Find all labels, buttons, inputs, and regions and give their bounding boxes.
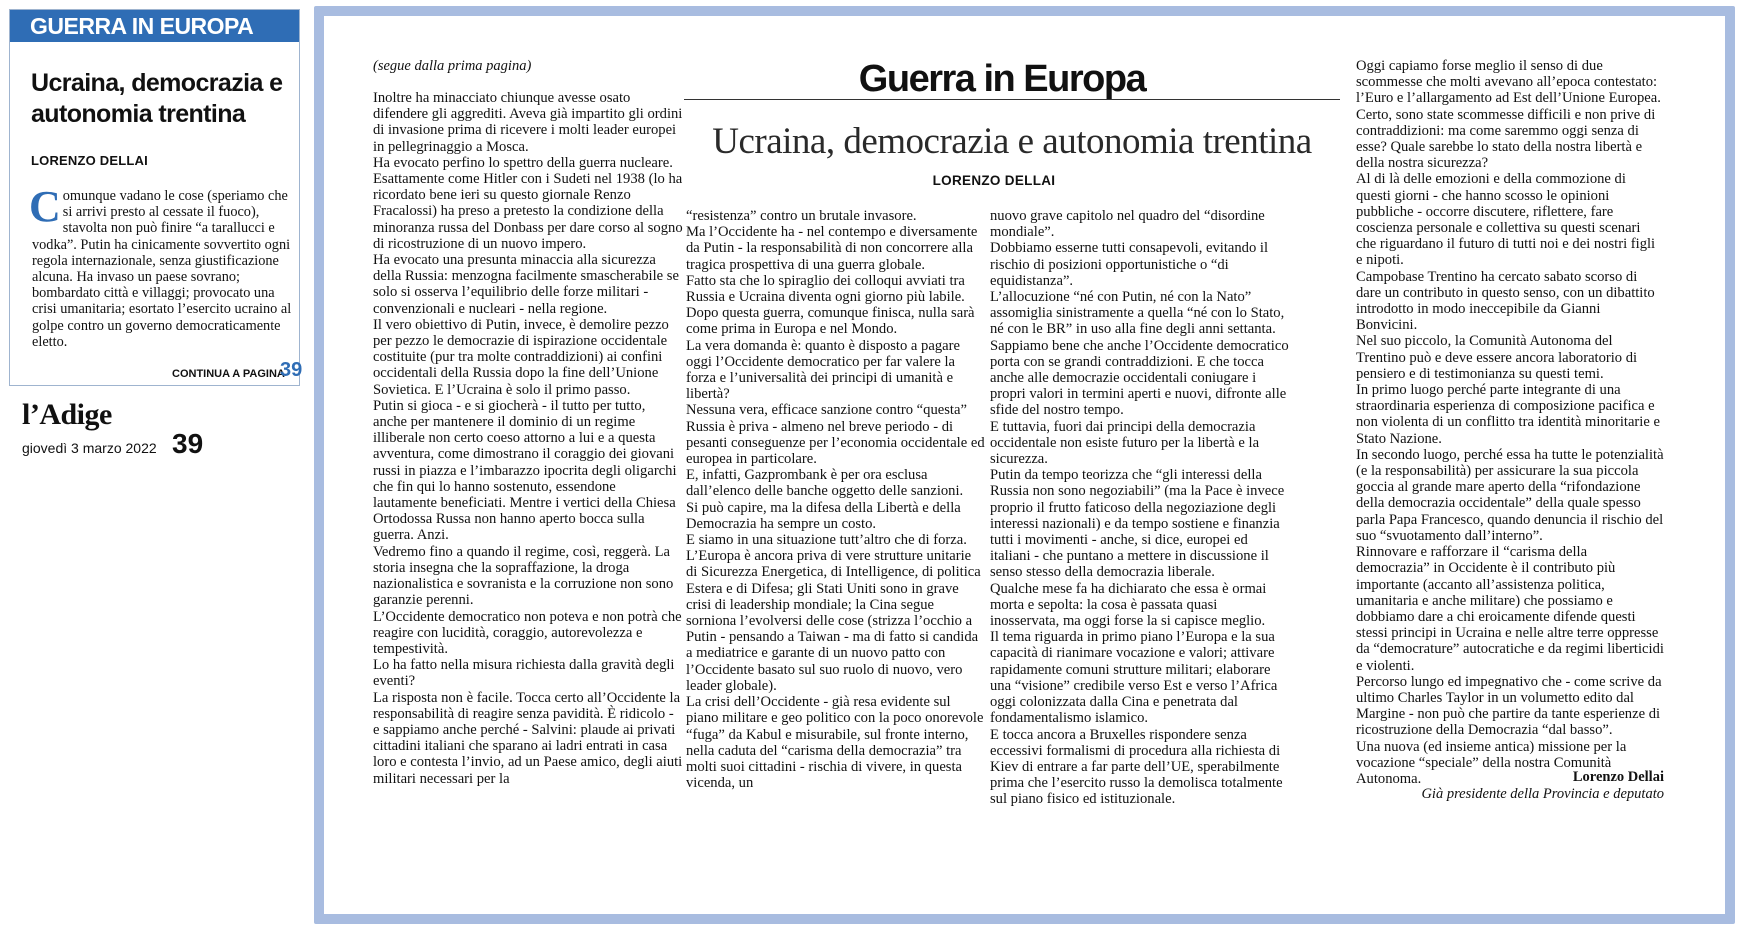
teaser-author: LORENZO DELLAI	[31, 153, 148, 168]
newspaper-masthead	[22, 398, 282, 462]
article-headline: Ucraina, democrazia e autonomia trentina	[712, 121, 1312, 162]
article-byline: LORENZO DELLAI	[932, 173, 1056, 188]
continue-label[interactable]: CONTINUA A PAGINA	[172, 368, 285, 380]
signature-name: Lorenzo Dellai	[1572, 769, 1664, 785]
article-column-1	[373, 90, 683, 787]
signature-role: Già presidente della Provincia e deputato	[1421, 786, 1664, 802]
column-3-text: nuovo grave capitolo nel quadro del “disordine mondiale”. Dobbiamo esserne tutti consapevoli, evitando il rischio di posizioni opportunistiche o “di equidistanza”. L’allocuzione “né con Putin, né con la Nato” assomiglia sinistramente a quella “né con lo Stato, né con le BR” in uso alla fine degli anni settanta. Sappiamo bene che anche l’Occidente democratico porta con se grandi contraddizioni. E che tocca anche alle democrazie occidentali coniugare i propri valori in termini aperti e nuovi, difronte alle sfide del nostro tempo. E tuttavia, fuori dai principi della democrazia occidentale non esiste futuro per la libertà e la sicurezza. Putin da tempo teorizza che “gli interessi della Russia non sono negoziabili” (ma la Pace è invece proprio il frutto faticoso della negoziazione degli interessi nazionali) e da tempo sostiene e finanzia tutti i movimenti - anche, si dice, europei ed italiani - che puntano a mettere in discussione il senso stesso della democrazia liberale. Qualche mese fa ha dichiarato che essa è ormai morta e sepolta: la cosa è passata quasi inosservata, ma oggi forse la si capisce meglio. Il tema riguarda in primo piano l’Europa e la sua capacità di rianimare vocazione e valori; attivare rapidamente comuni strutture militari; elaborare una “visione” credibile verso Est e verso l’Africa oggi colonizzata dalla Cina e penetrata dal fondamentalismo islamico. E tocca ancora a Bruxelles rispondere senza eccessivi formalismi di procedura alla richiesta di Kiev di entrare a far parte dell’UE, sperabilmente prima che l’esercito russo la demolisca totalmente sul piano fisico ed istituzionale.	[990, 208, 1289, 808]
article-column-4	[1356, 58, 1664, 787]
teaser-body	[29, 182, 294, 350]
continue-page-number[interactable]: 39	[280, 359, 303, 381]
article-page	[324, 16, 1725, 914]
article-kicker: Guerra in Europa	[858, 58, 1146, 100]
page-number: 39	[172, 428, 204, 459]
column-4-text: Oggi capiamo forse meglio il senso di due scommesse che molti avevano all’epoca contestato: l’Euro e l’allargamento ad Est dell’Unione Europea. Certo, sono state scommesse difficili e non prive di contraddizioni: ma come saremmo oggi senza di esse? Quale sarebbe lo stato della nostra libertà e della nostra sicurezza? Al di là delle emozioni e della commozione di questi giorni - che hanno scosso le opinioni pubbliche - occorre discutere, riflettere, fare coscienza personale e collettiva su questi scenari che riguardano il futuro di tutti noi e dei nostri figli e nipoti. Campobase Trentino ha cercato sabato scorso di dare un contributo in questo senso, con un dibattito introdotto in modo ineccepibile da Gianni Bonvicini. Nel suo piccolo, la Comunità Autonoma del Trentino può e deve essere ancora laboratorio di pensiero e di testimonianza su questi temi. In primo luogo perché parte integrante di una straordinaria esperienza di composizione pacifica e non violenta di un conflitto tra identità minoritarie e Stato Nazione. In secondo luogo, perché essa ha tutte le potenzialità (e la responsabilità) per assicurare la sua piccola goccia al grande mare aperto della “rifondazione della democrazia occidentale” della quale spesso parla Papa Francesco, quando denuncia il rischio del suo “svuotamento dall’interno”. Rinnovare e rafforzare il “carisma della democrazia” in Occidente è il contributo più importante (accanto all’assistenza politica, umanitaria e anche militare) che possiamo e dobbiamo dare a chi eroicamente difende questi stessi principi in Ucraina e nelle altre terre oppresse da “democrature” autocratiche e da regimi liberticidi e violenti. Percorso lungo ed impegnativo che - come scrive da ultimo Charles Taylor in un volumetto edito dal Margine - non può che partire da tante esperienze di ricostruzione della Democrazia “dal basso”. Una nuova (ed insieme antica) missione per la vocazione “speciale” della nostra Comunità Autonoma.	[1356, 58, 1664, 787]
article-signature	[1421, 769, 1664, 803]
article-column-2	[686, 208, 986, 791]
column-1-text: Inoltre ha minacciato chiunque avesse osato difendere gli aggrediti. Aveva già impartito gli ordini di invasione prima di ricevere i molti leader europei in pellegrinaggio a Mosca. Ha evocato perfino lo spettro della guerra nucleare. Esattamente come Hitler con i Sudeti nel 1938 (lo ha ricordato bene ieri su questo giornale Renzo Fracalossi) ha preso a pretesto la condizione della minoranza russa del Donbass per dare corso al sogno di ricostruzione di un nuovo impero. Ha evocato una presunta minaccia alla sicurezza della Russia: menzogna facilmente smascherabile se solo si osserva l’equilibrio delle forze militari - convenzionali e nucleari - nella regione. Il vero obiettivo di Putin, invece, è demolire pezzo per pezzo le democrazie di ispirazione occidentale costituite (pur tra molte contraddizioni) ai confini occidentali della Russia dopo la fine dell’Unione Sovietica. E l’Ucraina è solo il primo passo. Putin si gioca - e si giocherà - il tutto per tutto, anche per mantenere il dominio di un regime illiberale non certo coeso attorno a lui e a questa avventura, come dimostrano il coraggio dei giovani russi in piazza e l’imbarazzo ipocrita degli oligarchi che fin qui lo hanno sostenuto, essendone lautamente beneficiati. Mentre i vertici della Chiesa Ortodossa Russa non hanno aperto bocca sulla guerra. Anzi. Vedremo fino a quando il regime, così, reggerà. La storia insegna che la sopraffazione, la droga nazionalistica e sovranista e la corruzione non sono garanzie perenni. L’Occidente democratico non poteva e non potrà che reagire con lucidità, coraggio, autorevolezza e tempestività. Lo ha fatto nella misura richiesta dalla gravità degli eventi? La risposta non è facile. Tocca certo all’Occidente la responsabilità di reagire senza pavidità. È ridicolo - e sappiamo anche perché - Salvini: plaude ai privati cittadini italiani che sparano ai ladri entrati in casa loro e contesta l’invio, ad un Paese amico, degli aiuti militari necessari per la	[373, 90, 683, 787]
issue-date: giovedì 3 marzo 2022	[22, 440, 157, 456]
teaser-section-label: GUERRA IN EUROPA	[10, 10, 299, 42]
teaser-dropcap: C	[29, 182, 61, 231]
article-column-3	[990, 208, 1290, 808]
teaser-title[interactable]: Ucraina, democrazia e autonomia trentina	[31, 69, 283, 128]
newspaper-logo: l’Adige	[22, 398, 112, 431]
continuation-note: (segue dalla prima pagina)	[373, 58, 532, 74]
article-frame	[314, 6, 1735, 924]
teaser-body-text: omunque vadano le cose (speriamo che si arrivi presto al cessate il fuoco), stavolta non può finire “a tarallucci e vodka”. Putin ha cinicamente sovvertito ogni regola internazionale, senza giustificazione alcuna. Ha invaso un paese sovrano; bombardato città e villaggi; provocato una crisi umanitaria; esortato l’esercito ucraino al golpe contro un governo democraticamente eletto.	[32, 188, 292, 350]
column-2-text: “resistenza” contro un brutale invasore. Ma l’Occidente ha - nel contempo e diversamente da Putin - la responsabilità di non concorrere alla tragica prospettiva di una guerra globale. Fatto sta che lo spiraglio dei colloqui avviati tra Russia e Ucraina diventa ogni giorno più labile. Dopo questa guerra, comunque finisca, nulla sarà come prima in Europa e nel Mondo. La vera domanda è: quanto è disposto a pagare oggi l’Occidente democratico per far valere la forza e l’universalità dei principi di umanità e libertà? Nessuna vera, efficace sanzione contro “questa” Russia è priva - almeno nel breve periodo - di pesanti conseguenze per l’economia occidentale ed europea in particolare. E, infatti, Gazprombank è per ora esclusa dall’elenco delle banche oggetto delle sanzioni. Si può capire, ma la difesa della Libertà e della Democrazia ha sempre un costo. E siamo in una situazione tutt’altro che di forza. L’Europa è ancora priva di vere strutture unitarie di Sicurezza Energetica, di Intelligence, di politica Estera e di Difesa; gli Stati Uniti sono in grave crisi di leadership mondiale; la Cina segue sorniona l’evolversi delle cose (strizza l’occhio a Putin - pensando a Taiwan - ma di fatto si candida a mediatrice e garante di un nuovo patto con l’Occidente basato sul suo ruolo di nuovo, vero leader globale). La crisi dell’Occidente - già resa evidente sul piano militare e geo politico con la poco onorevole “fuga” da Kabul e misurabile, sul fronte interno, nella caduta del “carisma della democrazia” tra molti suoi cittadini - rischia di vivere, in questa vicenda, un	[686, 208, 985, 792]
front-page-teaser	[9, 9, 303, 386]
